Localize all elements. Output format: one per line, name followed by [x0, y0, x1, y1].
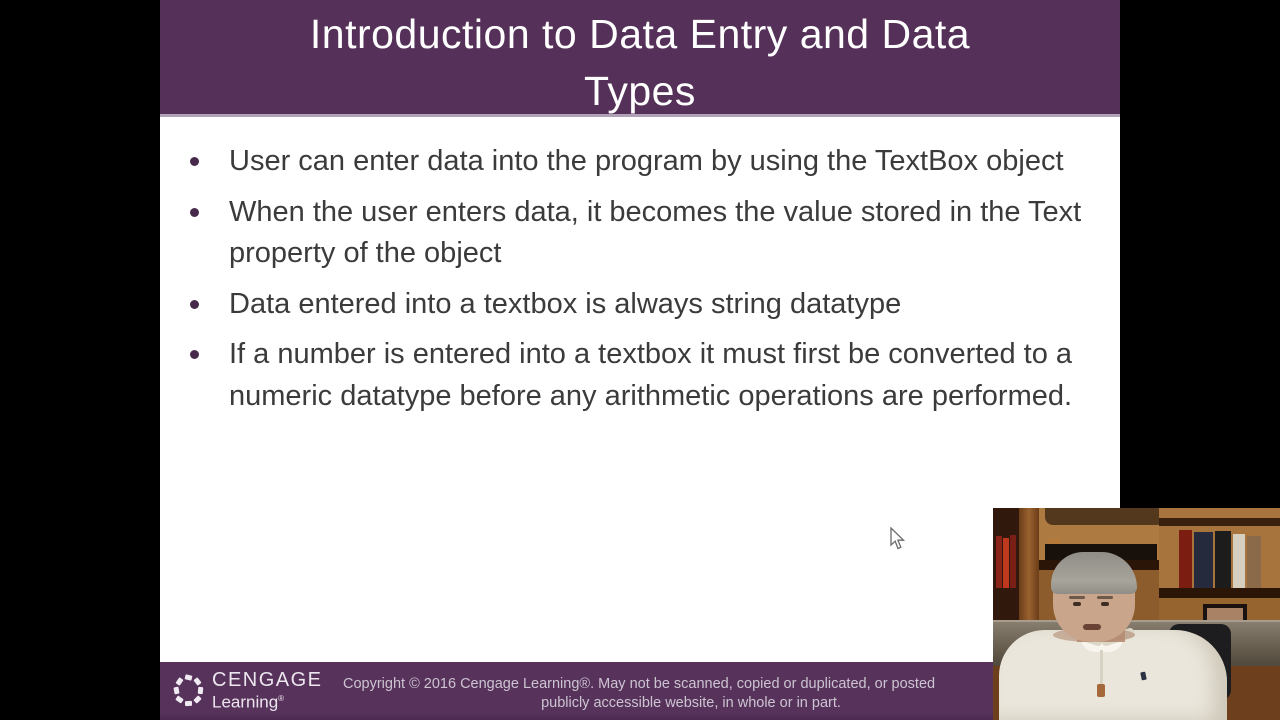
book-spine: [1215, 531, 1231, 588]
slide-title-line1: Introduction to Data Entry and Data: [309, 11, 971, 57]
book-spine: [1010, 535, 1016, 588]
book-spine: [1247, 536, 1261, 588]
cengage-logo-text: [212, 670, 323, 712]
copyright-line1: Copyright © 2016 Cengage Learning®. May not be scanned, copied or duplicated, or posted: [343, 676, 936, 692]
presenter-mouth: [1083, 624, 1101, 630]
copyright-line2: publicly accessible website, in whole or in part.: [541, 695, 841, 711]
presenter-eye: [1101, 602, 1109, 606]
bullet-item: [160, 141, 1120, 183]
registered-mark: ®: [278, 694, 285, 704]
shelf-board: [1159, 518, 1280, 526]
shelf-board: [1159, 588, 1280, 598]
copyright-notice: [343, 675, 1039, 713]
book-spine: [1179, 530, 1192, 588]
cengage-logo: [168, 669, 323, 713]
presenter-webcam-video: [993, 508, 1280, 720]
slide-footer-banner: [160, 662, 1120, 720]
presenter-eye: [1073, 602, 1081, 606]
bullet-dot-icon: [190, 350, 199, 359]
bullet-item: [160, 284, 1120, 326]
bullet-text: If a number is entered into a textbox it must first be converted to a numeric datatype before any arithmetic operations are performed.: [229, 338, 1073, 412]
bullet-item: [160, 334, 1120, 417]
slide-title-banner: [160, 0, 1120, 117]
mouse-cursor-icon: [888, 527, 906, 551]
bullet-dot-icon: [190, 157, 199, 166]
book-spine: [996, 536, 1002, 588]
bullet-text: User can enter data into the program by using the TextBox object: [229, 145, 1064, 177]
brand-subname: [212, 690, 323, 712]
slide-title-line2: Types: [584, 68, 696, 114]
presentation-slide: [160, 0, 1120, 720]
brand-subname-text: Learning: [212, 692, 279, 712]
book-spine: [1003, 538, 1009, 588]
bullet-text: When the user enters data, it becomes the value stored in the Text property of the object: [229, 195, 1082, 269]
book-spine: [1194, 532, 1213, 588]
slide-title: [160, 6, 1120, 120]
bullet-item: [160, 192, 1120, 275]
presenter-eyebrow: [1097, 596, 1113, 599]
slide-body: [160, 141, 1120, 426]
sweater-zipper-pull: [1097, 684, 1105, 697]
brand-name: CENGAGE: [212, 669, 323, 692]
book-spine: [1233, 534, 1245, 588]
presenter-eyebrow: [1069, 596, 1085, 599]
bullet-text: Data entered into a textbox is always string datatype: [229, 287, 902, 320]
bullet-dot-icon: [190, 208, 199, 217]
bullet-dot-icon: [190, 300, 199, 309]
cengage-star-icon: [168, 671, 208, 711]
shelf-decor: [1045, 508, 1165, 525]
